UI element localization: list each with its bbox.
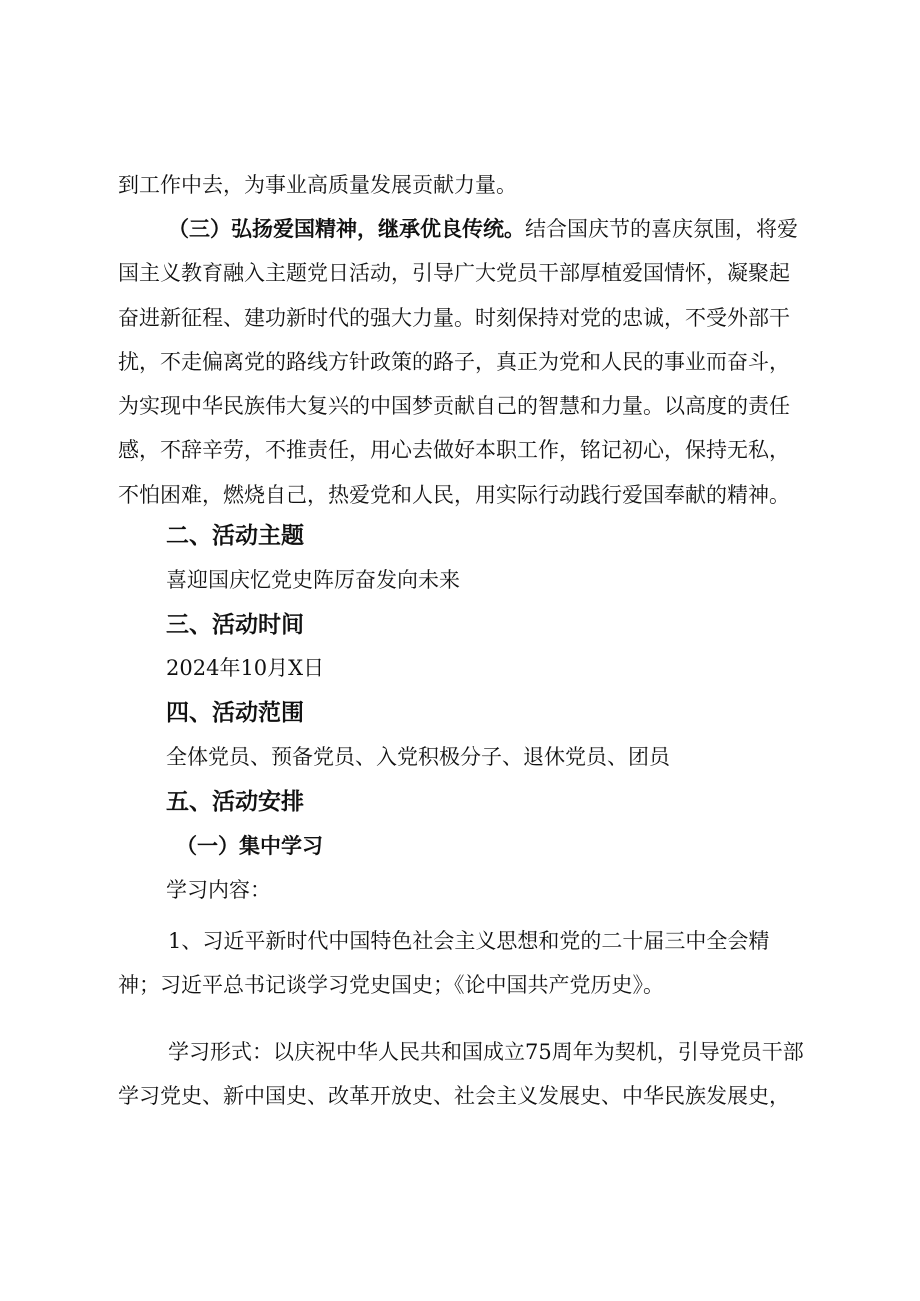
activity-theme: 喜迎国庆忆党史阵厉奋发向未来 xyxy=(166,568,460,592)
section-heading-time: 三、活动时间 xyxy=(166,612,304,638)
study-form-paragraph: 学习形式：以庆祝中华人民共和国成立75周年为契机，引导党员干部学习党史、新中国史、改革开放史、社会主义发展史、中华民族发展史， xyxy=(118,1040,804,1109)
section-heading-scope: 四、活动范围 xyxy=(166,700,304,726)
section-heading-theme: 二、活动主题 xyxy=(166,523,304,549)
paragraph-patriotism xyxy=(118,207,808,517)
study-content-item: 1、习近平新时代中国特色社会主义思想和党的二十届三中全会精神；习近平总书记谈学习党史国史；《论中国共产党历史》。 xyxy=(118,929,770,998)
activity-scope: 全体党员、预备党员、入党积极分子、退休党员、团员 xyxy=(166,745,670,769)
paragraph-lead: （三）弘扬爱国精神，继承优良传统。 xyxy=(168,217,525,241)
activity-date: 2024年10月X日 xyxy=(166,656,325,680)
subheading-study: （一）集中学习 xyxy=(176,834,323,858)
study-content-label: 学习内容： xyxy=(166,878,271,902)
section-heading-arrangement: 五、活动安排 xyxy=(166,789,304,815)
paragraph-body: 结合国庆节的喜庆氛围，将爱国主义教育融入主题党日活动，引导广大党员干部厚植爱国情怀，凝聚起奋进新征程、建功新时代的强大力量。时刻保持对党的忠诚，不受外部干扰，不走偏离党的路线方针政策的路子，真正为党和人民的事业而奋斗，为实现中华民族伟大复兴的中国梦贡献自己的智慧和力量。以高度的责任感，不辞辛劳，不推责任，用心去做好本职工作，铭记初心，保持无私，不怕困难，燃烧自己，热爱党和人民，用实际行动践行爱国奉献的精神。 xyxy=(118,217,798,507)
paragraph-continuation: 到工作中去，为事业高质量发展贡献力量。 xyxy=(118,173,517,197)
